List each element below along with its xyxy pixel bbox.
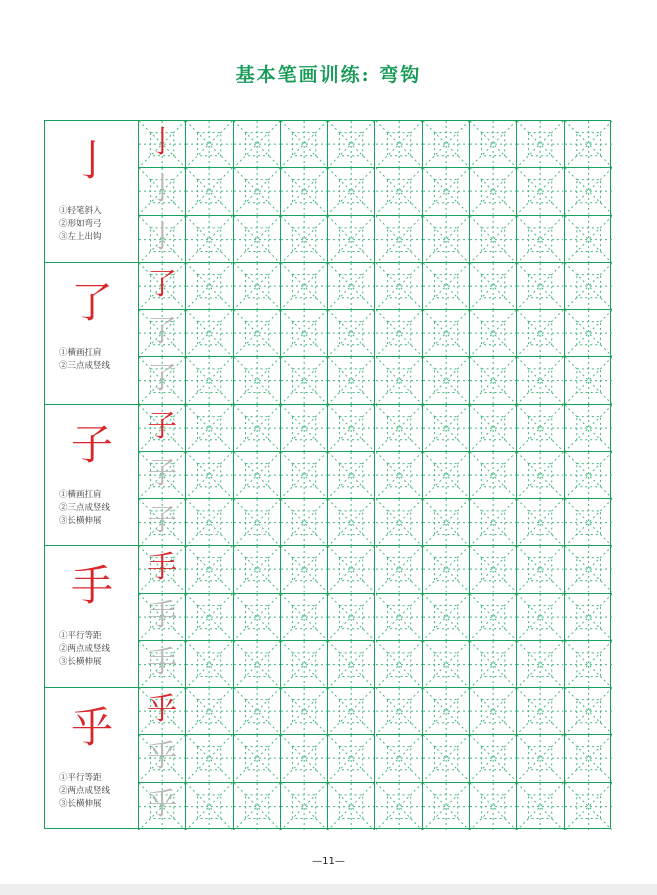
grid-cell[interactable] [186,357,233,404]
grid-cell[interactable] [376,641,423,688]
grid-cell[interactable] [423,641,470,688]
tips-list [59,205,139,244]
grid-cell[interactable] [423,499,470,546]
grid-cell[interactable] [565,546,612,593]
model-character: 子 [70,419,113,469]
model-panel [45,546,139,688]
grid-cell[interactable] [565,735,612,782]
grid-cell[interactable] [234,310,281,357]
grid-cell[interactable] [281,499,328,546]
practice-grid [139,263,612,405]
grid-cell[interactable] [376,216,423,263]
grid-cell[interactable] [139,499,186,546]
trace-character: 亅 [147,172,178,208]
grid-cell[interactable] [328,310,375,357]
grid-cell[interactable] [186,546,233,593]
grid-cell[interactable] [328,452,375,499]
grid-cell[interactable] [186,452,233,499]
grid-cell[interactable] [423,452,470,499]
grid-cell[interactable] [281,546,328,593]
grid-cell[interactable] [139,310,186,357]
grid-cell[interactable] [470,168,517,215]
grid-cell[interactable] [517,735,564,782]
model-character: 亅 [70,136,113,185]
grid-cell[interactable] [423,405,470,452]
practice-sheet [44,120,611,829]
grid-cell[interactable] [470,310,517,357]
grid-cell[interactable] [565,405,612,452]
grid-cell[interactable] [281,594,328,641]
grid-cell[interactable] [139,546,186,593]
tip-text: ③左上出钩 [59,232,102,242]
model-panel [45,263,139,405]
stroke-section [45,263,612,405]
grid-cell[interactable] [565,688,612,735]
tip-text: ③长横伸展 [59,515,102,526]
trace-character: 手 [147,597,178,633]
model-character: 了 [70,277,113,327]
trace-character: 了 [147,361,178,397]
tip-text: ③长横伸展 [59,799,102,810]
grid-cell[interactable] [281,168,328,215]
grid-cell[interactable] [376,499,423,546]
trace-character: 了 [147,314,178,350]
grid-cell[interactable] [328,405,375,452]
tip-text: ①横画扛肩 [59,347,102,358]
grid-cell[interactable] [186,310,233,357]
grid-cell[interactable] [281,405,328,452]
grid-cell[interactable] [470,688,517,735]
page-title: 基本笔画训练: 弯钩 [235,64,422,86]
grid-cell[interactable] [186,263,233,310]
grid-cell[interactable] [376,594,423,641]
grid-cell[interactable] [376,310,423,357]
grid-cell[interactable] [517,121,564,168]
practice-grid [139,405,612,547]
grid-cell[interactable] [565,216,612,263]
grid-cell[interactable] [139,688,186,735]
grid-cell[interactable] [517,168,564,215]
grid-cell[interactable] [234,263,281,310]
grid-cell[interactable] [565,641,612,688]
grid-cell[interactable] [517,310,564,357]
grid-cell[interactable] [423,594,470,641]
grid-cell[interactable] [565,168,612,215]
grid-cell[interactable] [186,168,233,215]
grid-cell[interactable] [470,783,517,830]
grid-cell[interactable] [234,499,281,546]
grid-cell[interactable] [470,499,517,546]
trace-character: 亅 [147,219,178,255]
grid-cell[interactable] [517,546,564,593]
tips-list [59,489,139,528]
grid-cell[interactable] [234,168,281,215]
tip-text: ③长横伸展 [59,657,102,668]
practice-grid [139,121,612,263]
tip-text: ②三点成竖线 [59,360,111,371]
grid-cell[interactable] [281,452,328,499]
trace-character: 子 [147,455,178,491]
grid-cell[interactable] [423,263,470,310]
grid-cell[interactable] [281,121,328,168]
grid-cell[interactable] [328,641,375,688]
grid-cell[interactable] [423,310,470,357]
grid-cell[interactable] [470,735,517,782]
grid-cell[interactable] [376,121,423,168]
grid-cell[interactable] [376,688,423,735]
grid-cell[interactable] [281,735,328,782]
grid-cell[interactable] [234,641,281,688]
grid-cell[interactable] [328,594,375,641]
model-character: 亅 [147,125,178,160]
model-panel [45,121,139,263]
page-number: —11— [312,856,345,867]
stroke-section [45,546,612,688]
grid-cell[interactable] [565,452,612,499]
tips-list [59,630,139,669]
grid-cell[interactable] [376,735,423,782]
grid-cell[interactable] [139,168,186,215]
grid-cell[interactable] [139,783,186,830]
model-character: 子 [147,408,178,444]
grid-cell[interactable] [234,405,281,452]
trace-character: 子 [147,503,178,539]
grid-cell[interactable] [423,121,470,168]
grid-cell[interactable] [234,452,281,499]
tip-text: ②形如弯弓 [59,219,102,229]
model-character: 了 [147,266,178,302]
model-character: 乎 [70,703,113,753]
grid-cell[interactable] [376,263,423,310]
model-panel [45,405,139,547]
grid-cell[interactable] [328,357,375,404]
grid-cell[interactable] [423,546,470,593]
grid-cell[interactable] [517,216,564,263]
grid-cell[interactable] [234,688,281,735]
grid-cell[interactable] [186,121,233,168]
grid-cell[interactable] [186,783,233,830]
grid-cell[interactable] [328,168,375,215]
tip-text: ①平行等距 [59,773,102,784]
grid-cell[interactable] [328,783,375,830]
grid-cell[interactable] [376,357,423,404]
stroke-section [45,121,612,263]
tip-text: ②两点成竖线 [59,786,111,797]
grid-cell[interactable] [281,263,328,310]
grid-cell[interactable] [517,452,564,499]
model-panel [45,688,139,830]
grid-cell[interactable] [376,783,423,830]
grid-cell[interactable] [565,499,612,546]
grid-cell[interactable] [328,688,375,735]
tips-list [59,347,139,373]
grid-cell[interactable] [234,546,281,593]
grid-cell[interactable] [139,357,186,404]
grid-cell[interactable] [565,263,612,310]
grid-cell[interactable] [139,452,186,499]
tip-text: ①轻笔斜入 [59,206,102,216]
tip-text: ②三点成竖线 [59,502,111,513]
bottom-bar [0,884,657,895]
grid-cell[interactable] [186,216,233,263]
grid-cell[interactable] [565,310,612,357]
grid-cell[interactable] [139,405,186,452]
grid-cell[interactable] [470,594,517,641]
tips-list [59,772,139,811]
model-character: 乎 [147,692,178,728]
grid-cell[interactable] [281,310,328,357]
grid-cell[interactable] [470,405,517,452]
trace-character: 乎 [147,786,178,822]
grid-cell[interactable] [565,121,612,168]
grid-cell[interactable] [139,594,186,641]
grid-cell[interactable] [423,735,470,782]
tip-text: ②两点成竖线 [59,644,111,655]
grid-cell[interactable] [470,641,517,688]
grid-cell[interactable] [186,735,233,782]
grid-cell[interactable] [470,263,517,310]
grid-cell[interactable] [376,405,423,452]
grid-cell[interactable] [517,263,564,310]
tip-text: ①平行等距 [59,631,102,642]
grid-cell[interactable] [376,452,423,499]
grid-cell[interactable] [328,216,375,263]
grid-cell[interactable] [281,641,328,688]
grid-cell[interactable] [186,594,233,641]
grid-cell[interactable] [281,216,328,263]
grid-cell[interactable] [328,499,375,546]
grid-cell[interactable] [328,735,375,782]
grid-cell[interactable] [470,452,517,499]
stroke-section [45,405,612,547]
grid-cell[interactable] [281,783,328,830]
grid-cell[interactable] [423,168,470,215]
grid-cell[interactable] [470,546,517,593]
trace-character: 手 [147,644,178,680]
grid-cell[interactable] [470,357,517,404]
grid-cell[interactable] [376,168,423,215]
grid-cell[interactable] [234,594,281,641]
practice-grid [139,688,612,830]
grid-cell[interactable] [186,405,233,452]
grid-cell[interactable] [281,357,328,404]
grid-cell[interactable] [517,688,564,735]
grid-cell[interactable] [139,735,186,782]
model-character: 手 [70,561,113,611]
grid-cell[interactable] [234,783,281,830]
grid-cell[interactable] [139,641,186,688]
grid-cell[interactable] [186,499,233,546]
grid-cell[interactable] [376,546,423,593]
grid-cell[interactable] [565,783,612,830]
grid-cell[interactable] [517,594,564,641]
grid-cell[interactable] [234,216,281,263]
model-character: 手 [147,550,178,586]
grid-cell[interactable] [139,216,186,263]
grid-cell[interactable] [423,357,470,404]
grid-cell[interactable] [565,357,612,404]
grid-cell[interactable] [423,783,470,830]
grid-cell[interactable] [517,357,564,404]
grid-cell[interactable] [517,405,564,452]
grid-cell[interactable] [139,263,186,310]
grid-cell[interactable] [565,594,612,641]
grid-cell[interactable] [186,641,233,688]
grid-cell[interactable] [423,216,470,263]
grid-cell[interactable] [328,121,375,168]
grid-cell[interactable] [517,783,564,830]
grid-cell[interactable] [139,121,186,168]
grid-cell[interactable] [517,499,564,546]
grid-cell[interactable] [234,121,281,168]
grid-cell[interactable] [234,735,281,782]
grid-cell[interactable] [234,357,281,404]
grid-cell[interactable] [281,688,328,735]
grid-cell[interactable] [328,546,375,593]
trace-character: 乎 [147,739,178,775]
grid-cell[interactable] [423,688,470,735]
practice-grid [139,546,612,688]
grid-cell[interactable] [470,121,517,168]
grid-cell[interactable] [517,641,564,688]
tip-text: ①横画扛肩 [59,489,102,500]
stroke-section [45,688,612,830]
grid-cell[interactable] [470,216,517,263]
grid-cell[interactable] [186,688,233,735]
grid-cell[interactable] [328,263,375,310]
